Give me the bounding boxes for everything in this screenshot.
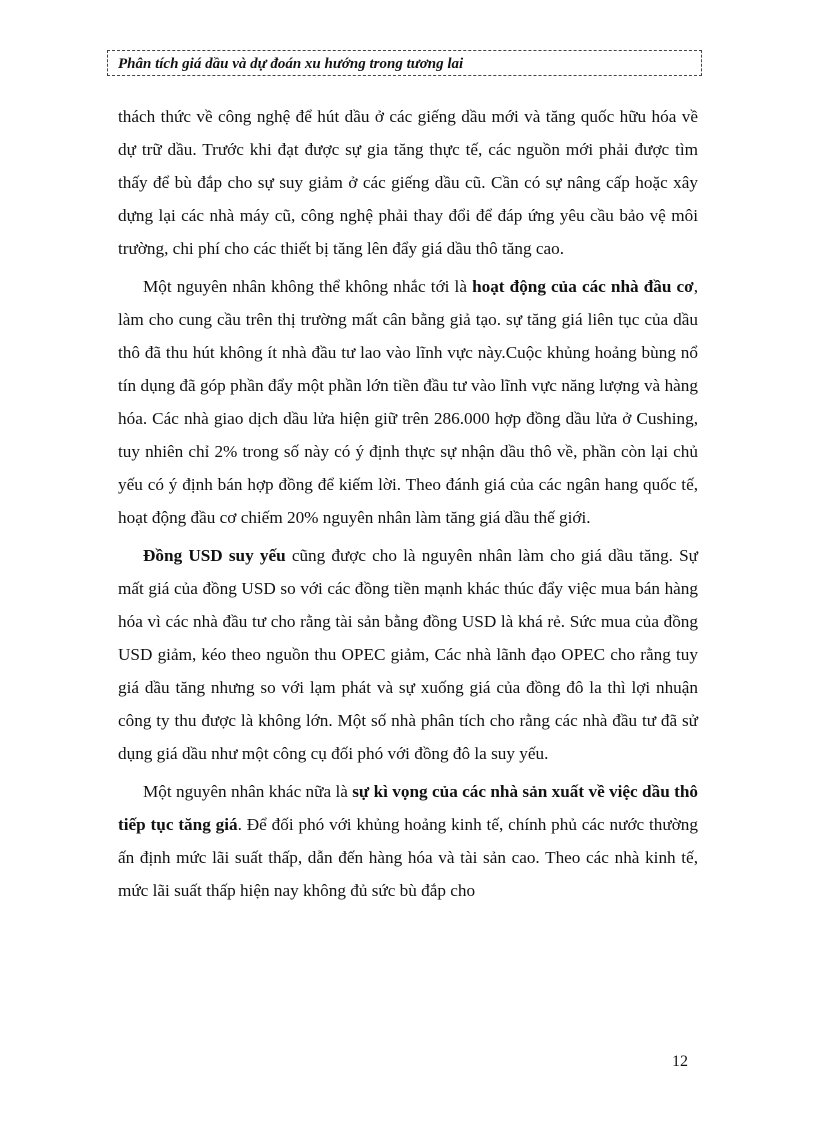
page-body [118, 100, 698, 912]
paragraph-text: thách thức về công nghệ để hút dầu ở các giếng dầu mới và tăng quốc hữu hóa về dự trữ dầu. Trước khi đạt được sự gia tăng thực tế, các nguồn mới phải được tìm thấy để bù đắp cho sự suy giảm ở các giếng dầu cũ. Cần có sự nâng cấp hoặc xây dựng lại các nhà máy cũ, công nghệ phải thay đổi để đáp ứng yêu cầu bảo vệ môi trường, chi phí cho các thiết bị tăng lên đẩy giá dầu thô tăng cao. [118, 107, 698, 258]
paragraph-body: cũng được cho là nguyên nhân làm cho giá dầu tăng. Sự mất giá của đồng USD so với các đồng tiền mạnh khác thúc đẩy việc mua bán hàng hóa vì các nhà đầu tư cho rằng tài sản bằng đồng USD là khá rẻ. Sức mua của đồng USD giảm, kéo theo nguồn thu OPEC giảm, Các nhà lãnh đạo OPEC cho rằng tuy giá dầu tăng nhưng so với lạm phát và sự xuống giá của đồng đô la thì lợi nhuận công ty thu được là không lớn. Một số nhà phân tích cho rằng các nhà đầu tư đã sử dụng giá dầu như một công cụ đối phó với đồng đô la suy yếu. [118, 546, 698, 763]
paragraph-body: . Để đối phó với khủng hoảng kinh tế, chính phủ các nước thường ấn định mức lãi suất thấp, dẫn đến hàng hóa và tài sản cao. Theo các nhà kinh tế, mức lãi suất thấp hiện nay không đủ sức bù đắp cho [118, 815, 698, 900]
paragraph-body: , làm cho cung cầu trên thị trường mất cân bằng giả tạo. sự tăng giá liên tục của dầu thô đã thu hút không ít nhà đầu tư lao vào lĩnh vực này.Cuộc khủng hoảng bùng nổ tín dụng đã góp phần đẩy một phần lớn tiền đầu tư vào lĩnh vực năng lượng và hàng hóa. Các nhà giao dịch dầu lửa hiện giữ trên 286.000 hợp đồng dầu lửa ở Cushing, tuy nhiên chỉ 2% trong số này có ý định thực sự nhận dầu thô về, phần còn lại chủ yếu có ý định bán hợp đồng để kiếm lời. Theo đánh giá của các ngân hang quốc tế, hoạt động đầu cơ chiếm 20% nguyên nhân làm tăng giá dầu thế giới. [118, 277, 698, 527]
emphasis-weak-usd: Đồng USD suy yếu [143, 546, 286, 565]
paragraph-continuation [118, 100, 698, 265]
emphasis-speculation: hoạt động của các nhà đầu cơ [472, 277, 694, 296]
paragraph-producer-expectations [118, 775, 698, 907]
running-header [107, 50, 702, 76]
page-number: 12 [672, 1053, 688, 1070]
emphasis-price-expectation: sự kì vọng của các nhà sản xuất về việc dầu thô tiếp tục tăng giá [118, 782, 698, 834]
running-header-title: Phân tích giá dầu và dự đoán xu hướng trong tương lai [118, 56, 464, 72]
paragraph-weak-usd [118, 539, 698, 770]
paragraph-speculators [118, 270, 698, 534]
paragraph-lead: Một nguyên nhân khác nữa là [143, 782, 353, 801]
paragraph-lead: Một nguyên nhân không thể không nhắc tới là [143, 277, 473, 296]
